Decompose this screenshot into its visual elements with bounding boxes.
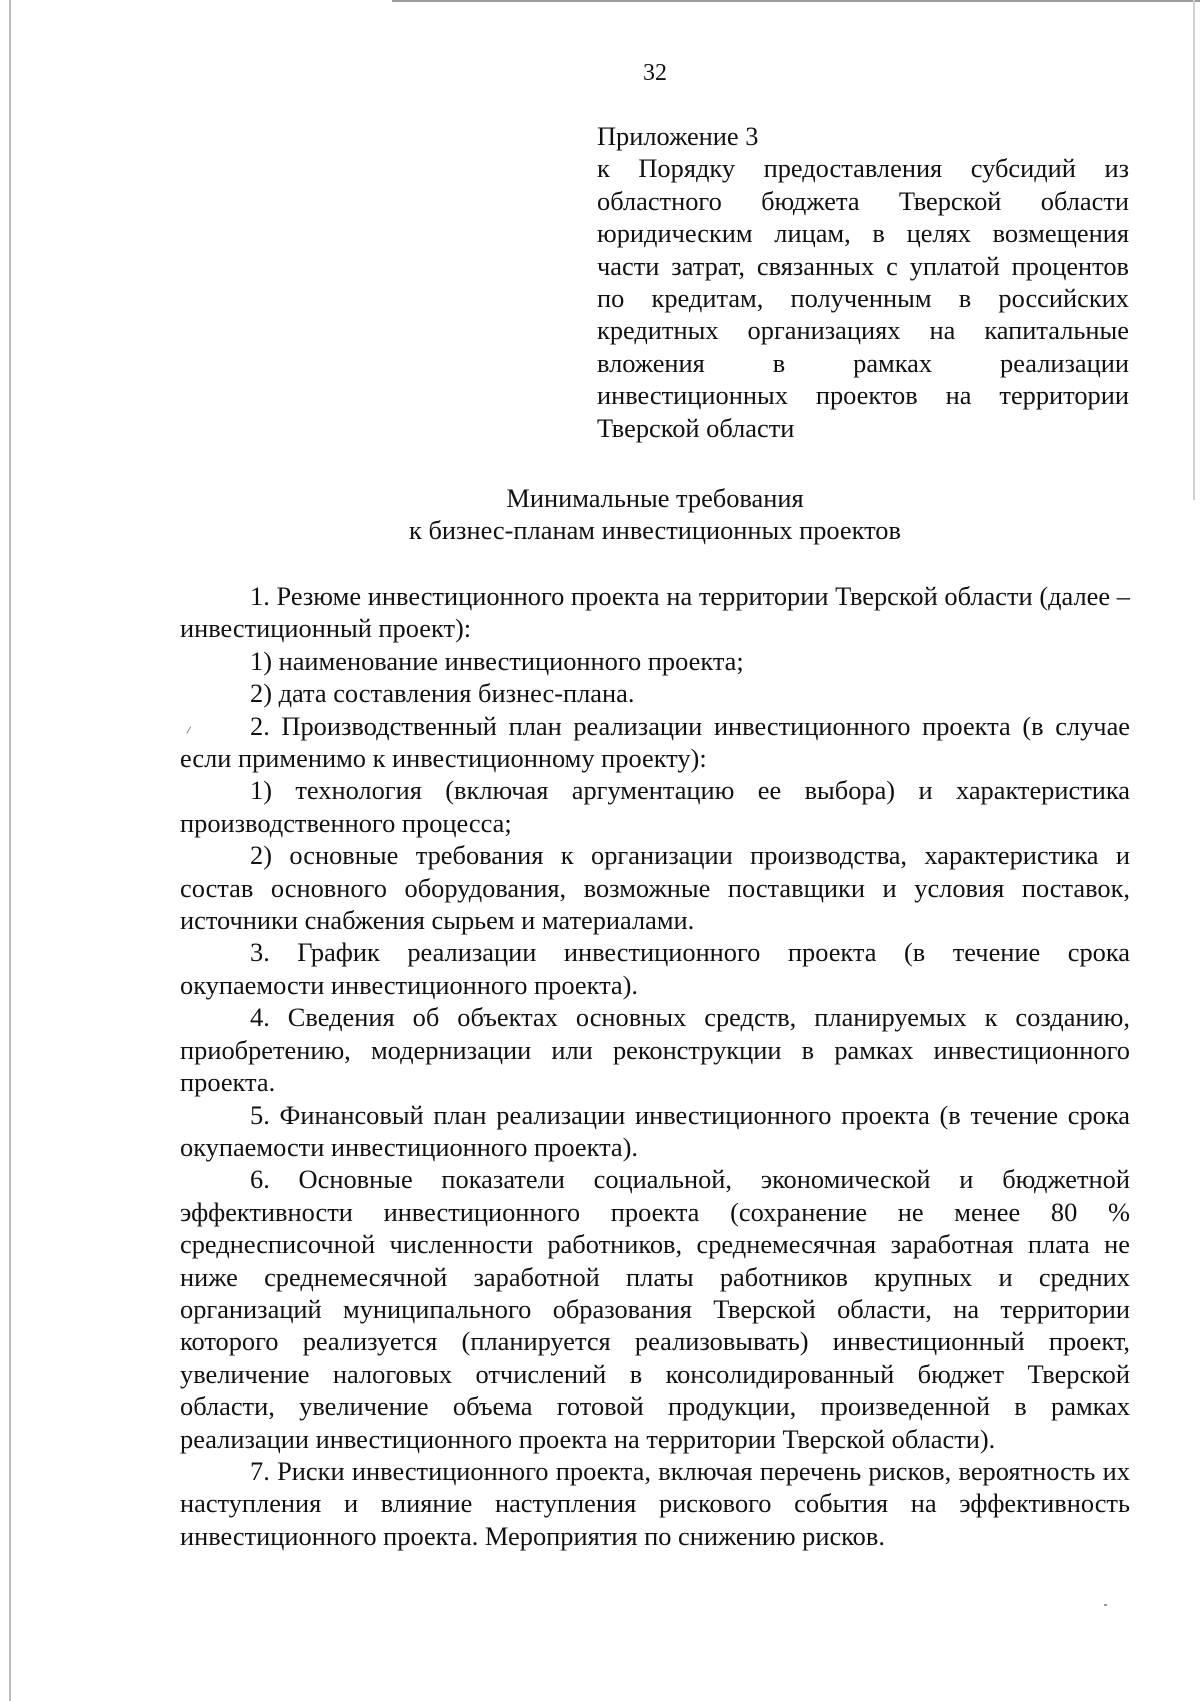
- document-heading: [180, 482, 1130, 547]
- paragraph-7: 7. Риски инвестиционного проекта, включая перечень рисков, вероятность их наступления и влияние наступления рискового события на эффективность инвестиционного проекта. Мероприятия по снижению рисков.: [180, 1455, 1130, 1551]
- scan-dot: [1104, 1604, 1107, 1606]
- paragraph-2-1: 1) технология (включая аргументацию ее выбора) и характеристика производственного процесса;: [180, 775, 1130, 838]
- scan-edge-top: [392, 0, 1200, 2]
- appendix-title: Приложение 3: [597, 121, 759, 151]
- paragraph-1: 1. Резюме инвестиционного проекта на территории Тверской области (далее – инвестиционный проект):: [180, 581, 1130, 644]
- paragraph-2: 2. Производственный план реализации инвестиционного проекта (в случае если применимо к инвестиционному проекту):: [180, 710, 1130, 774]
- paragraph-1-1: 1) наименование инвестиционного проекта;: [250, 645, 744, 676]
- appendix-block: [597, 120, 1129, 444]
- paragraph-2-2: 2) основные требования к организации производства, характеристика и состав основного оборудования, возможные поставщики и условия поставок, источники снабжения сырьем и материалами.: [180, 840, 1130, 936]
- paragraph-6: 6. Основные показатели социальной, экономической и бюджетной эффективности инвестиционного проекта (сохранение не менее 80 % среднесписочной численности работников, среднемесячная заработная плата не ниже среднемесячной заработной платы работников крупных и средних организаций муниципального образования Тверской области, на территории которого реализуется (планируется реализовывать) инвестиционный проект, увеличение налоговых отчислений в консолидированный бюджет Тверской области, увеличение объема готовой продукции, произведенной в рамках реализации инвестиционного проекта на территории Тверской области).: [180, 1164, 1130, 1454]
- page-number: 32: [643, 60, 667, 86]
- heading-line-2: к бизнес-планам инвестиционных проектов: [409, 515, 901, 546]
- paragraph-3: 3. График реализации инвестиционного проекта (в течение срока окупаемости инвестиционного проекта).: [180, 937, 1130, 1000]
- paragraph-5: 5. Финансовый план реализации инвестиционного проекта (в течение срока окупаемости инвестиционного проекта).: [180, 1099, 1130, 1162]
- paragraph-1-2: 2) дата составления бизнес-плана.: [250, 678, 635, 709]
- heading-line-1: Минимальные требования: [506, 483, 804, 513]
- appendix-body: к Порядку предоставления субсидий из областного бюджета Тверской области юридическим лицам, в целях возмещения части затрат, связанных с уплатой процентов по кредитам, полученным в российских кредитных организациях на капитальные вложения в рамках реализации инвестиционных проектов на территории Тверской области: [597, 153, 1129, 443]
- requirements-list: [180, 580, 1130, 1552]
- paragraph-4: 4. Сведения об объектах основных средств, планируемых к созданию, приобретению, модернизации или реконструкции в рамках инвестиционного проекта.: [180, 1002, 1130, 1098]
- scan-edge-left: [9, 0, 11, 1701]
